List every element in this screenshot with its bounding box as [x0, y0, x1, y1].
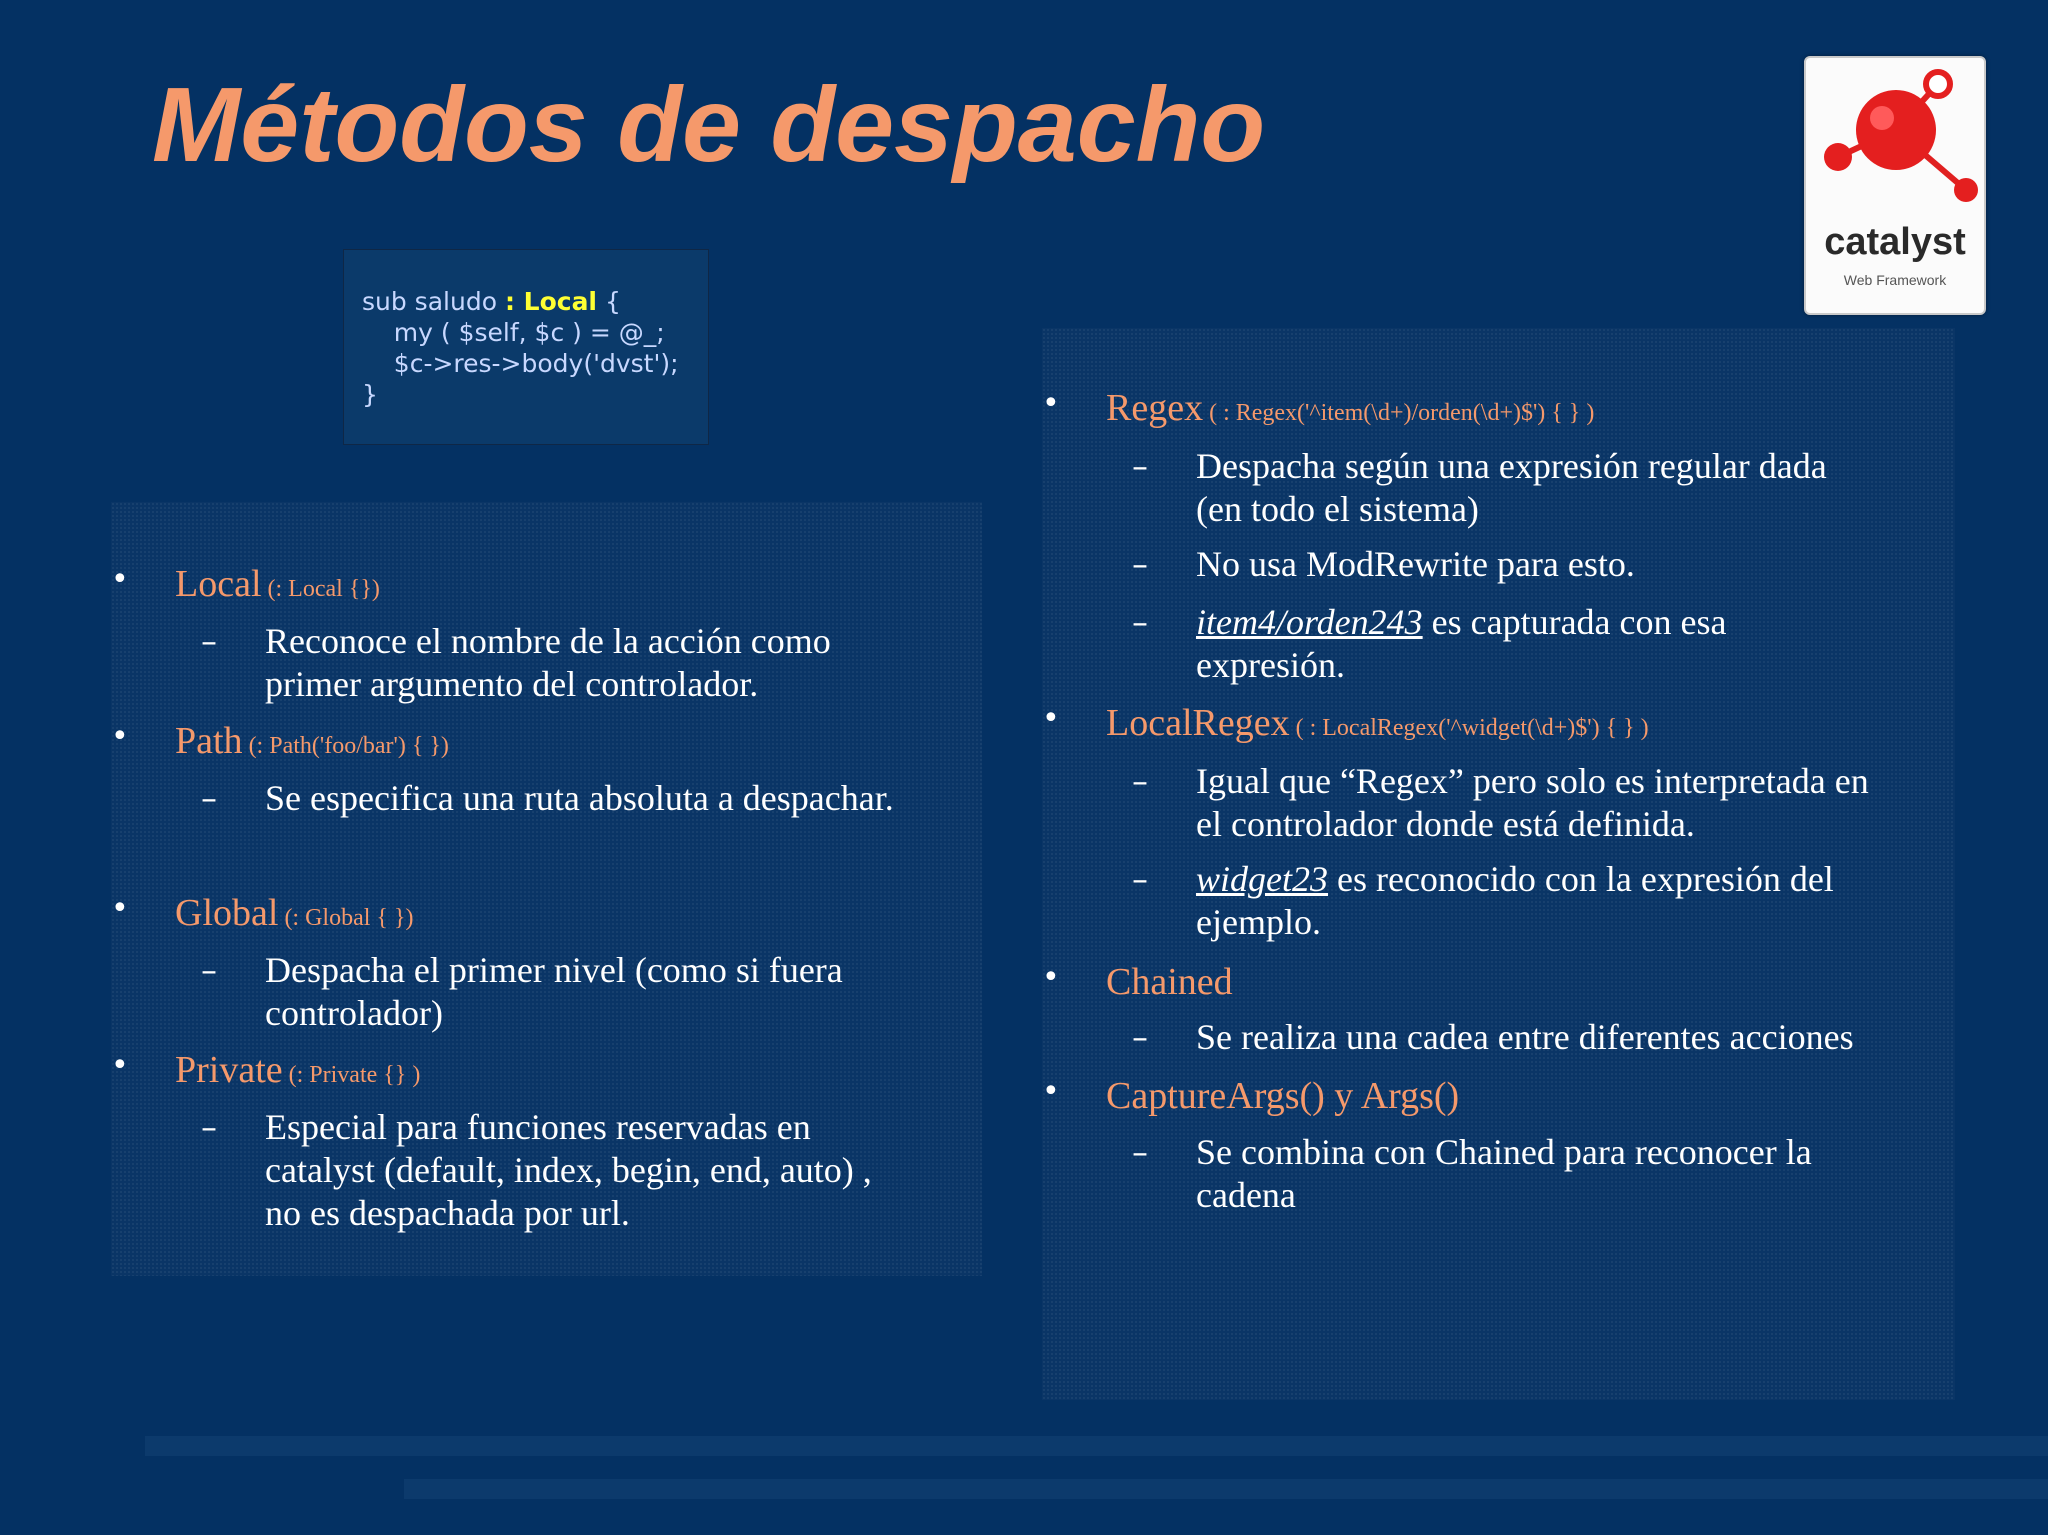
item-name: Regex [1106, 387, 1204, 429]
sub-item: – item4/orden243 es capturada con esa expresión. [1132, 602, 1727, 685]
bullet-icon: • [1042, 1074, 1060, 1109]
code-line-1: sub saludo : Local { [362, 287, 621, 316]
dash-icon: – [201, 951, 217, 989]
logo-tagline: Web Framework [1843, 272, 1947, 288]
item-name: Path [175, 720, 243, 762]
item-signature: (: Private {} ) [282, 1062, 421, 1088]
left-bullet-panel [111, 502, 982, 1276]
sub-item: – Reconoce el nombre de la acción como primer argumento del controlador. [201, 621, 831, 704]
dash-icon: – [1132, 603, 1148, 641]
sub-item: – Igual que “Regex” pero solo es interpretada en el controlador donde está definida. [1132, 761, 1869, 844]
code-line-4: } [362, 380, 378, 409]
bullet-icon: • [1042, 701, 1060, 736]
sub-item: – No usa ModRewrite para esto. [1132, 544, 1635, 584]
bullet-icon: • [111, 1048, 129, 1083]
dash-icon: – [201, 779, 217, 817]
footer-stripe-upper [145, 1436, 2048, 1456]
dash-icon: – [201, 622, 217, 660]
bullet-icon: • [1042, 960, 1060, 995]
example-path: item4/orden243 [1196, 602, 1423, 642]
dash-icon: – [1132, 860, 1148, 898]
dash-icon: – [1132, 762, 1148, 800]
item-signature: (: Local {}) [261, 576, 380, 602]
dash-icon: – [201, 1108, 217, 1146]
sub-item: – Despacha el primer nivel (como si fuera controlador) [201, 950, 843, 1033]
example-widget: widget23 [1196, 859, 1328, 899]
bullet-icon: • [111, 562, 129, 597]
sub-item: – Se realiza una cadea entre diferentes acciones [1132, 1017, 1854, 1057]
item-signature: (: Global { }) [278, 905, 414, 931]
item-name: Local [175, 563, 262, 605]
dash-icon: – [1132, 545, 1148, 583]
bullet-icon: • [111, 719, 129, 754]
code-line-2: my ( $self, $c ) = @_; [362, 318, 665, 347]
dash-icon: – [1132, 1018, 1148, 1056]
bullet-icon: • [1042, 386, 1060, 421]
code-example [343, 249, 709, 445]
item-name: LocalRegex [1106, 702, 1290, 744]
sub-item: – Se especifica una ruta absoluta a despachar. [201, 778, 894, 818]
footer-stripe-lower [404, 1479, 2048, 1499]
item-name: Private [175, 1049, 283, 1091]
item-name: Global [175, 892, 279, 934]
slide-title: Métodos de despacho [152, 66, 1266, 184]
sub-item: – Especial para funciones reservadas en catalyst (default, index, begin, end, auto) , no es despachada por url. [201, 1107, 872, 1233]
dash-icon: – [1132, 447, 1148, 485]
logo-wordmark: catalyst [1824, 221, 1966, 263]
sub-item: – Despacha según una expresión regular dada (en todo el sistema) [1132, 446, 1827, 529]
item-signature: ( : LocalRegex('^widget(\d+)$') { } ) [1289, 715, 1649, 741]
catalyst-logo [1804, 56, 1986, 315]
bullet-icon: • [111, 891, 129, 926]
sub-item: – widget23 es reconocido con la expresión del ejemplo. [1132, 859, 1834, 942]
dash-icon: – [1132, 1133, 1148, 1171]
item-signature: (: Path('foo/bar') { }) [242, 733, 449, 759]
item-name: CaptureArgs() y Args() [1106, 1075, 1460, 1117]
item-signature: ( : Regex('^item(\d+)/orden(\d+)$') { } ) [1203, 400, 1595, 426]
code-line-3: $c->res->body('dvst'); [362, 349, 679, 378]
item-name: Chained [1106, 961, 1233, 1003]
sub-item: – Se combina con Chained para reconocer la cadena [1132, 1132, 1812, 1215]
catalyst-molecule-icon [1796, 40, 1996, 220]
right-bullet-panel [1042, 328, 1955, 1400]
